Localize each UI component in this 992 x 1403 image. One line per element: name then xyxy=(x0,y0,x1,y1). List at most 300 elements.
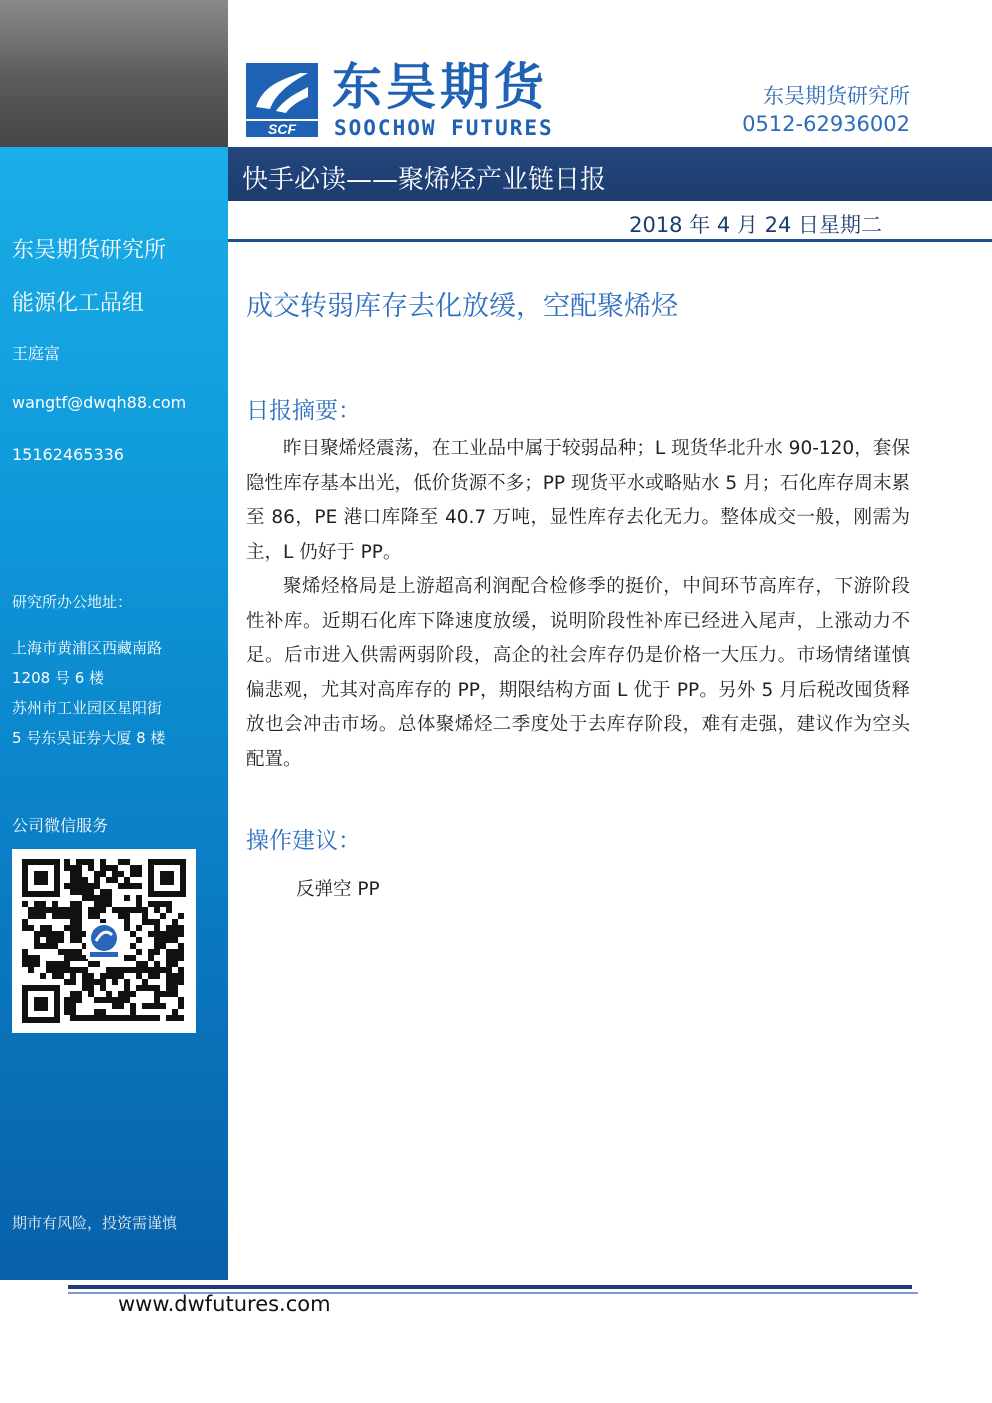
qr-module xyxy=(58,907,64,913)
qr-module xyxy=(94,871,100,877)
qr-module xyxy=(106,991,112,997)
qr-module xyxy=(52,907,58,913)
qr-module xyxy=(166,955,172,961)
qr-module xyxy=(130,1003,136,1009)
analyst-phone: 15162465336 xyxy=(12,445,124,464)
qr-module xyxy=(136,985,142,991)
qr-module xyxy=(70,913,76,919)
qr-module xyxy=(124,967,130,973)
qr-module xyxy=(40,925,46,931)
qr-module xyxy=(46,967,52,973)
logo-chinese-name: 东吴期货 xyxy=(332,58,548,116)
qr-module xyxy=(34,913,40,919)
qr-module xyxy=(166,907,172,913)
qr-module xyxy=(154,973,160,979)
qr-module xyxy=(172,949,178,955)
qr-module xyxy=(100,985,106,991)
qr-module xyxy=(28,913,34,919)
qr-module xyxy=(154,925,160,931)
qr-module xyxy=(154,919,160,925)
qr-module xyxy=(130,931,136,937)
qr-module xyxy=(58,973,64,979)
qr-module xyxy=(178,973,184,979)
qr-module xyxy=(34,901,40,907)
company-logo xyxy=(246,60,586,140)
qr-module xyxy=(64,949,70,955)
qr-module xyxy=(124,895,130,901)
qr-module xyxy=(94,1009,100,1015)
qr-module xyxy=(94,1015,100,1021)
header-institute: 东吴期货研究所 xyxy=(763,84,910,108)
qr-module xyxy=(166,979,172,985)
qr-module xyxy=(52,931,58,937)
qr-module xyxy=(40,913,46,919)
qr-module xyxy=(118,871,124,877)
qr-module xyxy=(154,901,160,907)
qr-module xyxy=(112,973,118,979)
qr-module xyxy=(166,973,172,979)
qr-module xyxy=(118,997,124,1003)
qr-module xyxy=(64,859,70,865)
qr-module xyxy=(154,1015,160,1021)
qr-module xyxy=(46,937,52,943)
qr-module xyxy=(124,997,130,1003)
qr-module xyxy=(136,949,142,955)
qr-module xyxy=(40,907,46,913)
qr-module xyxy=(76,997,82,1003)
qr-module xyxy=(112,877,118,883)
summary-paragraph: 聚烯烃格局是上游超高利润配合检修季的挺价，中间环节高库存，下游阶段性补库。近期石化库下降速度放缓，说明阶段性补库已经进入尾声，上涨动力不足。后市进入供需两弱阶段，高企的社会库存仍是价格一大压力。市场情绪谨慎偏悲观，尤其对高库存的 PP，期限结构方面 L 优于 PP。另外 5 月后税改囤货释放也会冲击市场。总体聚烯烃二季度处于去库存阶段，难有走强，建议作为空头配置。 xyxy=(246,576,910,770)
qr-module xyxy=(64,961,70,967)
qr-module xyxy=(70,907,76,913)
qr-module xyxy=(172,925,178,931)
qr-module xyxy=(64,979,70,985)
qr-module xyxy=(76,919,82,925)
qr-module xyxy=(34,961,40,967)
qr-module xyxy=(94,913,100,919)
qr-module xyxy=(166,937,172,943)
qr-module xyxy=(70,883,76,889)
qr-module xyxy=(70,901,76,907)
qr-module xyxy=(82,889,88,895)
qr-module xyxy=(58,949,64,955)
qr-module xyxy=(118,1015,124,1021)
qr-module xyxy=(112,865,118,871)
qr-module xyxy=(136,895,142,901)
qr-module xyxy=(82,877,88,883)
qr-module xyxy=(88,991,94,997)
qr-module xyxy=(94,997,100,1003)
qr-module xyxy=(28,967,34,973)
qr-module xyxy=(118,883,124,889)
qr-module xyxy=(124,1015,130,1021)
qr-module xyxy=(142,979,148,985)
qr-module xyxy=(88,973,94,979)
qr-module xyxy=(64,883,70,889)
qr-module xyxy=(166,1015,172,1021)
qr-module xyxy=(166,991,172,997)
qr-module xyxy=(76,937,82,943)
qr-module xyxy=(52,973,58,979)
qr-module xyxy=(70,865,76,871)
qr-module xyxy=(136,865,142,871)
qr-module xyxy=(142,1003,148,1009)
summary-heading: 日报摘要： xyxy=(246,398,361,424)
qr-module xyxy=(58,913,64,919)
qr-module xyxy=(46,925,52,931)
qr-module xyxy=(118,1003,124,1009)
qr-module xyxy=(22,925,28,931)
qr-module xyxy=(172,931,178,937)
qr-module xyxy=(178,997,184,1003)
qr-module xyxy=(148,919,154,925)
qr-module xyxy=(64,1009,70,1015)
qr-module xyxy=(28,907,34,913)
qr-module xyxy=(172,955,178,961)
qr-module xyxy=(70,889,76,895)
address-line: 上海市黄浦区西藏南路 xyxy=(12,639,163,657)
qr-module xyxy=(76,907,82,913)
qr-module xyxy=(124,925,130,931)
qr-module xyxy=(64,865,70,871)
report-headline: 成交转弱库存去化放缓，空配聚烯烃 xyxy=(246,291,678,322)
wechat-label: 公司微信服务 xyxy=(12,816,109,835)
qr-module xyxy=(154,943,160,949)
qr-module xyxy=(142,1015,148,1021)
qr-module xyxy=(112,1015,118,1021)
qr-module xyxy=(94,877,100,883)
qr-module xyxy=(76,949,82,955)
qr-module xyxy=(70,877,76,883)
qr-module xyxy=(148,949,154,955)
qr-module xyxy=(106,865,112,871)
qr-module xyxy=(58,931,64,937)
qr-module xyxy=(178,967,184,973)
qr-module xyxy=(136,967,142,973)
qr-module xyxy=(22,901,28,907)
qr-module xyxy=(88,979,94,985)
qr-module xyxy=(70,931,76,937)
qr-module xyxy=(142,919,148,925)
qr-module xyxy=(82,973,88,979)
qr-module xyxy=(166,901,172,907)
wechat-qr-code xyxy=(12,849,196,1033)
sidebar-group: 能源化工品组 xyxy=(12,291,145,316)
qr-module xyxy=(178,925,184,931)
qr-module xyxy=(82,859,88,865)
qr-module xyxy=(166,931,172,937)
qr-module xyxy=(112,1003,118,1009)
qr-module xyxy=(28,925,34,931)
qr-module xyxy=(82,985,88,991)
qr-module xyxy=(76,877,82,883)
qr-module xyxy=(52,901,58,907)
qr-module xyxy=(22,949,28,955)
qr-module xyxy=(70,1003,76,1009)
qr-module xyxy=(76,1015,82,1021)
qr-module xyxy=(100,973,106,979)
qr-module xyxy=(70,991,76,997)
qr-module xyxy=(82,883,88,889)
qr-module xyxy=(76,991,82,997)
qr-module xyxy=(124,919,130,925)
qr-module xyxy=(124,859,130,865)
qr-module xyxy=(88,985,94,991)
sidebar-institute: 东吴期货研究所 xyxy=(12,238,167,263)
qr-module xyxy=(154,961,160,967)
qr-module xyxy=(154,931,160,937)
qr-module xyxy=(172,937,178,943)
qr-module xyxy=(130,967,136,973)
qr-module xyxy=(130,865,136,871)
report-title: 快手必读——聚烯烃产业链日报 xyxy=(242,165,607,195)
qr-module xyxy=(112,907,118,913)
qr-module xyxy=(178,931,184,937)
scf-logo-icon xyxy=(246,63,318,137)
qr-module xyxy=(70,973,76,979)
qr-module xyxy=(160,913,166,919)
qr-module xyxy=(148,1003,154,1009)
qr-module xyxy=(172,973,178,979)
qr-module xyxy=(124,979,130,985)
qr-module xyxy=(172,961,178,967)
qr-module xyxy=(64,913,70,919)
qr-module xyxy=(112,967,118,973)
qr-module xyxy=(40,973,46,979)
qr-module xyxy=(166,925,172,931)
qr-module xyxy=(178,949,184,955)
qr-module xyxy=(130,1015,136,1021)
qr-module xyxy=(178,979,184,985)
qr-module xyxy=(166,985,172,991)
qr-module xyxy=(88,865,94,871)
qr-module xyxy=(82,967,88,973)
qr-module xyxy=(130,871,136,877)
qr-module xyxy=(94,901,100,907)
qr-module xyxy=(40,943,46,949)
qr-module xyxy=(100,895,106,901)
date-row xyxy=(228,201,992,242)
qr-module xyxy=(70,871,76,877)
qr-module xyxy=(148,967,154,973)
qr-module xyxy=(130,943,136,949)
qr-module xyxy=(136,925,142,931)
qr-module xyxy=(52,913,58,919)
qr-module xyxy=(100,907,106,913)
qr-module xyxy=(172,979,178,985)
qr-module xyxy=(166,961,172,967)
qr-module xyxy=(106,877,112,883)
qr-module xyxy=(160,967,166,973)
qr-module xyxy=(154,1003,160,1009)
qr-module xyxy=(142,907,148,913)
qr-module xyxy=(76,901,82,907)
qr-module xyxy=(142,985,148,991)
qr-module xyxy=(154,985,160,991)
qr-module xyxy=(64,967,70,973)
qr-module xyxy=(64,997,70,1003)
qr-module xyxy=(124,907,130,913)
qr-module xyxy=(124,883,130,889)
qr-module xyxy=(178,1015,184,1021)
qr-module xyxy=(58,967,64,973)
qr-module xyxy=(64,1003,70,1009)
analyst-name: 王庭富 xyxy=(12,344,61,363)
qr-module xyxy=(130,1009,136,1015)
qr-module xyxy=(148,901,154,907)
qr-module xyxy=(46,931,52,937)
qr-module xyxy=(178,943,184,949)
qr-module xyxy=(172,985,178,991)
qr-module xyxy=(64,955,70,961)
qr-module xyxy=(76,889,82,895)
qr-module xyxy=(142,967,148,973)
qr-module xyxy=(124,877,130,883)
qr-module xyxy=(136,907,142,913)
qr-module xyxy=(34,931,40,937)
qr-module xyxy=(160,901,166,907)
footer-website-link[interactable]: www.dwfutures.com xyxy=(118,1292,331,1316)
analyst-email[interactable]: wangtf@dwqh88.com xyxy=(12,393,187,412)
title-banner xyxy=(228,147,992,201)
qr-module xyxy=(82,1015,88,1021)
qr-module xyxy=(76,913,82,919)
qr-module xyxy=(22,955,28,961)
qr-module xyxy=(106,973,112,979)
qr-module xyxy=(82,979,88,985)
qr-module xyxy=(112,997,118,1003)
logo-mark-text: SCF xyxy=(268,121,296,137)
qr-module xyxy=(58,937,64,943)
qr-module xyxy=(106,967,112,973)
qr-module xyxy=(40,901,46,907)
qr-module xyxy=(148,985,154,991)
address-label: 研究所办公地址： xyxy=(12,593,133,611)
qr-module xyxy=(100,859,106,865)
qr-module xyxy=(130,955,136,961)
qr-module xyxy=(22,961,28,967)
qr-module xyxy=(136,901,142,907)
qr-module xyxy=(94,895,100,901)
qr-module xyxy=(88,883,94,889)
qr-module xyxy=(76,883,82,889)
qr-module xyxy=(76,871,82,877)
qr-module xyxy=(124,955,130,961)
logo-english-name: SOOCHOW FUTURES xyxy=(334,116,554,140)
qr-module xyxy=(28,961,34,967)
qr-module xyxy=(52,937,58,943)
advice-text: 反弹空 PP xyxy=(296,879,380,900)
qr-module xyxy=(178,955,184,961)
qr-module xyxy=(94,961,100,967)
qr-module xyxy=(106,889,112,895)
qr-module xyxy=(106,997,112,1003)
qr-module xyxy=(148,973,154,979)
qr-module xyxy=(100,871,106,877)
qr-module xyxy=(76,925,82,931)
qr-module xyxy=(160,931,166,937)
risk-disclaimer-clipped xyxy=(12,1212,177,1222)
qr-module xyxy=(70,997,76,1003)
qr-module xyxy=(136,937,142,943)
qr-module xyxy=(82,895,88,901)
qr-module xyxy=(100,1009,106,1015)
qr-module xyxy=(118,859,124,865)
qr-module xyxy=(154,907,160,913)
qr-module xyxy=(106,901,112,907)
qr-module xyxy=(22,919,28,925)
qr-module xyxy=(136,883,142,889)
qr-module xyxy=(130,991,136,997)
qr-module xyxy=(172,919,178,925)
qr-module xyxy=(112,979,118,985)
qr-module xyxy=(136,973,142,979)
qr-module xyxy=(178,1003,184,1009)
qr-module xyxy=(154,937,160,943)
qr-module xyxy=(28,955,34,961)
qr-module xyxy=(100,1015,106,1021)
qr-module xyxy=(70,1009,76,1015)
qr-module xyxy=(100,997,106,1003)
qr-module xyxy=(88,889,94,895)
qr-module xyxy=(124,913,130,919)
qr-module xyxy=(76,859,82,865)
qr-module xyxy=(148,955,154,961)
qr-module xyxy=(172,1015,178,1021)
qr-module xyxy=(34,937,40,943)
sidebar-gray-block xyxy=(0,0,228,147)
qr-module xyxy=(88,1015,94,1021)
qr-module xyxy=(70,937,76,943)
qr-module xyxy=(52,967,58,973)
qr-module xyxy=(76,865,82,871)
qr-module xyxy=(70,919,76,925)
qr-module xyxy=(94,979,100,985)
qr-module xyxy=(70,955,76,961)
qr-module xyxy=(70,967,76,973)
qr-module xyxy=(76,955,82,961)
qr-module xyxy=(70,925,76,931)
qr-module xyxy=(160,1003,166,1009)
qr-module xyxy=(100,901,106,907)
qr-module xyxy=(76,967,82,973)
header-phone: 0512-62936002 xyxy=(742,112,910,136)
qr-module xyxy=(34,955,40,961)
qr-module xyxy=(148,931,154,937)
qr-module xyxy=(88,913,94,919)
qr-module xyxy=(160,991,166,997)
qr-module xyxy=(172,991,178,997)
qr-module xyxy=(70,979,76,985)
qr-module xyxy=(136,961,142,967)
summary-paragraph: 昨日聚烯烃震荡，在工业品中属于较弱品种；L 现货华北升水 90-120，套保隐性库存基本出光，低价货源不多；PP 现货平水或略贴水 5 月；石化库存周末累至 86，PE 港口库降至 40.7 万吨，显性库存去化无力。整体成交一般，刚需为主，L 仍好于 PP。 xyxy=(246,438,910,563)
qr-module xyxy=(154,967,160,973)
office-address xyxy=(12,633,165,753)
qr-module xyxy=(118,913,124,919)
advice-heading: 操作建议： xyxy=(246,828,361,854)
qr-module xyxy=(70,949,76,955)
qr-module xyxy=(130,907,136,913)
qr-module xyxy=(118,973,124,979)
address-line: 苏州市工业园区星阳街 xyxy=(12,699,163,717)
qr-module xyxy=(172,1009,178,1015)
qr-module xyxy=(160,937,166,943)
qr-module xyxy=(100,889,106,895)
qr-module xyxy=(112,871,118,877)
qr-module xyxy=(70,1015,76,1021)
qr-module xyxy=(46,961,52,967)
qr-module xyxy=(94,883,100,889)
